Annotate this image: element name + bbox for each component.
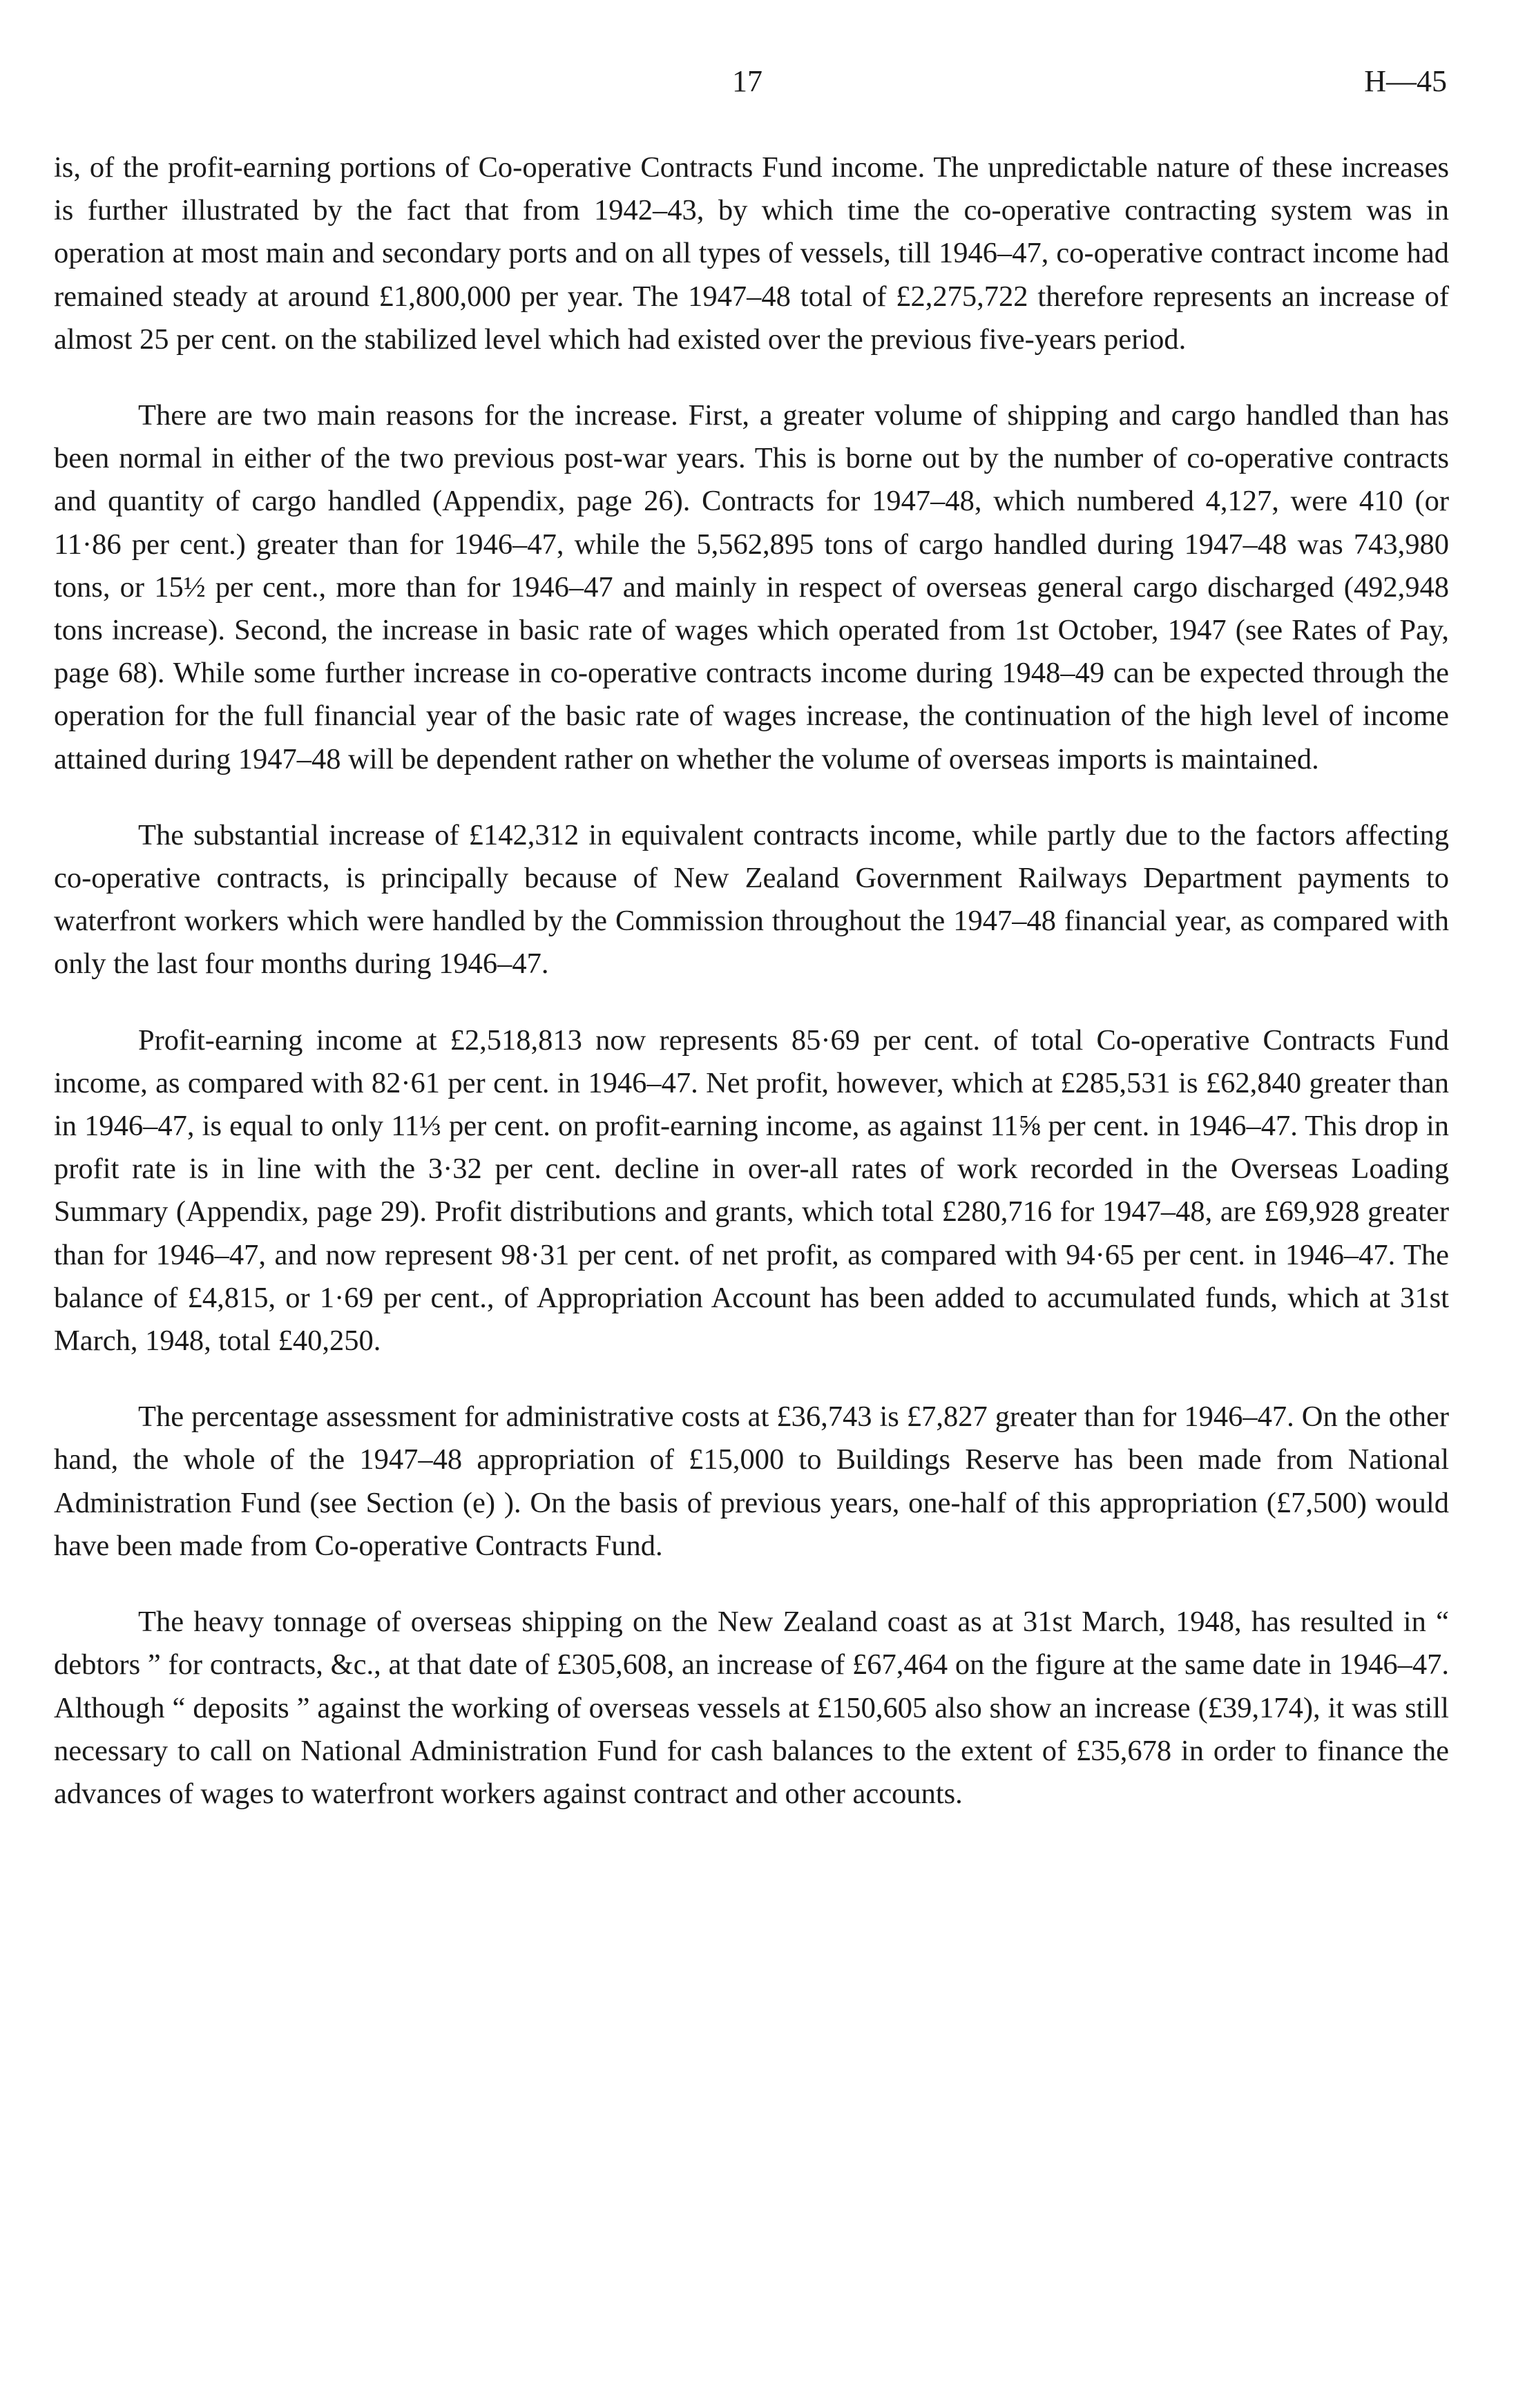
paragraph-debtors-deposits: The heavy tonnage of overseas shipping on the New Zealand coast as at 31st March, 1948, has resulted in “ debtors ” for contracts, &c., at that date of £305,608, an increase of £67,464 on the figure at the same date in 1946–47. Although “ deposits ” against the working of overseas vessels at £150,605 also show an increase (£39,174), it was still necessary to call on National Administration Fund for cash balances to the extent of £35,678 in order to finance the advances of wages to waterfront workers against contract and other accounts. xyxy=(54,1606,1449,1810)
paragraph-profit-earning-income: Profit-earning income at £2,518,813 now represents 85·69 per cent. of total Co-operative Contracts Fund income, as compared with 82·61 per cent. in 1946–47. Net profit, however, which at £285,531 is £62,840 greater than in 1946–47, is equal to only 11⅓ per cent. on profit-earning income, as against 11⅝ per cent. in 1946–47. This drop in profit rate is in line with the 3·32 per cent. decline in over-all rates of work recorded in the Overseas Loading Summary (Appendix, page 29). Profit distributions and grants, which total £280,716 for 1947–48, are £69,928 greater than for 1946–47, and now represent 98·31 per cent. of net profit, as compared with 94·65 per cent. in 1946–47. The balance of £4,815, or 1·69 per cent., of Appropriation Account has been added to accumulated funds, which at 31st March, 1948, total £40,250. xyxy=(54,1023,1449,1358)
paragraph-reasons-for-increase: There are two main reasons for the increase. First, a greater volume of shipping and cargo handled than has been normal in either of the two previous post-war years. This is borne out by the number of co-operative contracts and quantity of cargo handled (Appendix, page 26). Contracts for 1947–48, which numbered 4,127, were 410 (or 11·86 per cent.) greater than for 1946–47, while the 5,562,895 tons of cargo handled during 1947–48 was 743,980 tons, or 15½ per cent., more than for 1946–47 and mainly in respect of overseas general cargo discharged (492,948 tons increase). Second, the increase in basic rate of wages which operated from 1st October, 1947 (see Rates of Pay, page 68). While some further increase in co-operative contracts income during 1948–49 can be expected through the operation for the full financial year of the basic rate of wages increase, the continuation of the high level of income attained during 1947–48 will be dependent rather on whether the volume of overseas imports is maintained. xyxy=(54,399,1449,776)
paragraph-equivalent-contracts: The substantial increase of £142,312 in equivalent contracts income, while partly due to the factors affecting co-operative contracts, is principally because of New Zealand Government Railways Department payments to waterfront workers which were handled by the Commission throughout the 1947–48 financial year, as compared with only the last four months during 1946–47. xyxy=(54,818,1449,981)
page-number: 17 xyxy=(732,64,762,98)
page-header xyxy=(0,64,1516,112)
paragraph-continued: is, of the profit-earning portions of Co-operative Contracts Fund income. The unpredictable nature of these increases is further illustrated by the fact that from 1942–43, by which time the co-operative contracting system was in operation at most main and secondary ports and on all types of vessels, till 1946–47, co-operative contract income had remained steady at around £1,800,000 per year. The 1947–48 total of £2,275,722 therefore represents an increase of almost 25 per cent. on the stabilized level which had existed over the previous five-years period. xyxy=(54,151,1449,356)
document-reference: H—45 xyxy=(1364,64,1447,98)
body-text xyxy=(54,146,1449,1849)
paragraph-administrative-costs: The percentage assessment for administrative costs at £36,743 is £7,827 greater than for 1946–47. On the other hand, the whole of the 1947–48 appropriation of £15,000 to Buildings Reserve has been made from National Administration Fund (see Section (e) ). On the basis of previous years, one-half of this appropriation (£7,500) would have been made from Co-operative Contracts Fund. xyxy=(54,1400,1449,1562)
